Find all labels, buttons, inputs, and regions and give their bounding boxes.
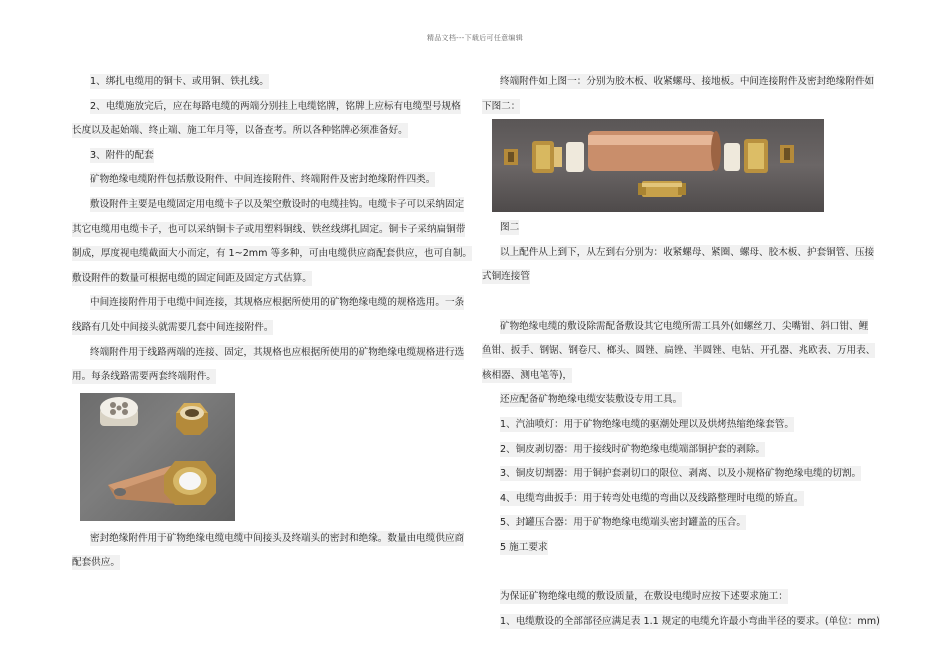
- paragraph-continued: [72, 551, 467, 576]
- paragraph: [482, 610, 885, 635]
- paragraph-text: 以上配件从上到下，从左到右分别为：收紧螺母、紧圈、螺母、胶木板、护套铜管、压接: [500, 246, 875, 258]
- section-heading: [482, 536, 885, 561]
- joint-fittings-photo: [492, 119, 824, 212]
- paragraph: [482, 241, 885, 266]
- copper-sleeve-icon: [588, 131, 721, 171]
- tool-item: [482, 413, 885, 438]
- paragraph: [72, 168, 467, 193]
- left-column: [72, 70, 473, 576]
- tool-text: 1、汽油喷灯：用于矿物绝缘电缆的驱潮处理以及烘烤热缩绝缘套管。: [500, 418, 794, 430]
- bakelite-insulator-left-icon: [566, 142, 584, 172]
- crimp-connector-icon: [638, 181, 686, 197]
- bakelite-disc-icon: [100, 397, 138, 426]
- paragraph-text: 下图二：: [482, 100, 521, 112]
- paragraph: [72, 70, 467, 95]
- brass-nut-icon: [176, 403, 208, 435]
- paragraph: [72, 527, 467, 552]
- paragraph-text: 终端附件如上图一：分别为胶木板、收紧螺母、接地板。中间连接附件及密封绝缘附件如: [500, 76, 875, 87]
- joint-fittings-illustration: [492, 119, 824, 212]
- paragraph-text: 中间连接附件用于电缆中间连接，其规格应根据所使用的矿物绝缘电缆的规格选用。一条: [90, 297, 465, 309]
- page-header-note: 精品文档---下载后可任意编辑: [426, 34, 524, 42]
- tool-text: 3、铜皮切割器：用于铜护套剥切口的限位、剥离、以及小规格矿物绝缘电缆的切割。: [500, 468, 862, 480]
- paragraph-text: 1、电缆敷设的全部部径应满足表 1.1 规定的电缆允许最小弯曲半径的要求。(单位：mm): [500, 615, 880, 627]
- paragraph-continued: [482, 339, 885, 364]
- tool-item: [482, 487, 885, 512]
- paragraph: [72, 341, 467, 366]
- right-column: [482, 70, 885, 634]
- terminal-fittings-photo: [80, 393, 235, 521]
- paragraph-continued: [72, 242, 473, 267]
- paragraph-text: 长度以及起始端、终止端、施工年月等，以备查考。所以各种铭牌必须准备好。: [72, 125, 408, 137]
- paragraph-continued: [482, 364, 885, 389]
- gland-left-icon: [532, 141, 562, 173]
- section-heading: [72, 144, 467, 169]
- tool-item: [482, 511, 885, 536]
- figure-caption: [482, 216, 885, 241]
- terminal-fittings-illustration: [80, 393, 235, 521]
- spacer: [482, 561, 885, 586]
- paragraph-continued: [72, 365, 467, 390]
- paragraph-text: 鱼钳、扳手、钢锯、钢卷尺、榔头、圆锉、扁锉、半圆锉、电钻、开孔器、兆欧表、万用表、: [482, 345, 876, 357]
- paragraph-text: 式铜连接管: [482, 271, 530, 283]
- paragraph-text: 矿物绝缘电缆的敷设除需配备敷设其它电缆所需工具外(如螺丝刀、尖嘴钳、斜口钳、鲤: [500, 320, 869, 332]
- gland-nut-right-icon: [780, 145, 794, 163]
- paragraph-text: 敷设附件主要是电缆固定用电缆卡子以及架空敷设时的电缆挂钩。电缆卡子可以采纳固定: [90, 198, 465, 210]
- paragraph-text: 敷设附件的数量可根据电缆的固定间距及固定方式估算。: [72, 272, 312, 284]
- paragraph: [482, 70, 885, 95]
- paragraph-text: 用。每条线路需要两套终端附件。: [72, 371, 216, 383]
- paragraph: [72, 95, 467, 120]
- tool-item: [482, 462, 885, 487]
- paragraph: [482, 315, 885, 340]
- tool-text: 2、铜皮剥切器：用于接线时矿物绝缘电缆端部铜护套的剥除。: [500, 443, 766, 455]
- paragraph-text: 1、绑扎电缆用的铜卡、或用铜、铁扎线。: [90, 76, 269, 87]
- heading-text: 3、附件的配套: [90, 149, 154, 161]
- paragraph-text: 制成，厚度视电缆截面大小而定，有 1~2mm 等多种，可由电缆供应商配套供应，也可自制。: [72, 248, 473, 260]
- earth-plate-icon: [108, 461, 216, 505]
- paragraph-continued: [72, 316, 467, 341]
- paragraph-text: 2、电缆施放完后，应在每路电缆的两端分别挂上电缆铭牌，铭牌上应标有电缆型号规格: [90, 100, 461, 112]
- paragraph-text: 密封绝缘附件用于矿物绝缘电缆电缆中间接头及终端头的密封和绝缘。数量由电缆供应商: [90, 532, 465, 544]
- spacer: [482, 290, 885, 315]
- paragraph: [482, 388, 885, 413]
- paragraph-continued: [72, 119, 467, 144]
- paragraph-text: 终端附件用于线路两端的连接、固定，其规格也应根据所使用的矿物绝缘电缆规格进行选: [90, 346, 465, 358]
- tool-text: 5、封罐压合器：用于矿物绝缘电缆端头密封罐盖的压合。: [500, 517, 746, 529]
- paragraph: [72, 291, 467, 316]
- paragraph-text: 线路有几处中间接头就需要几套中间连接附件。: [72, 321, 274, 333]
- paragraph: [482, 585, 885, 610]
- paragraph-continued: [72, 267, 467, 292]
- paragraph-continued: [482, 95, 885, 120]
- gland-right-icon: [744, 139, 768, 173]
- paragraph-text: 矿物绝缘电缆附件包括敷设附件、中间连接附件、终端附件及密封绝缘附件四类。: [90, 174, 436, 186]
- paragraph-text: 还应配备矿物绝缘电缆安装敷设专用工具。: [500, 394, 683, 406]
- paragraph-text: 其它电缆用电缆卡子，也可以采纳铜卡子或用塑料铜线、铁丝线绑扎固定。铜卡子采纳扁铜带: [72, 223, 466, 235]
- gland-nut-left-icon: [504, 149, 518, 165]
- paragraph-text: 核相器、测电笔等)，: [482, 369, 573, 381]
- tool-item: [482, 438, 885, 463]
- tool-text: 4、电缆弯曲扳手：用于转弯处电缆的弯曲以及线路整理时电缆的矫直。: [500, 492, 804, 504]
- paragraph: [72, 193, 467, 218]
- paragraph-continued: [72, 218, 467, 243]
- caption-text: 图二: [500, 222, 520, 234]
- paragraph-continued: [482, 265, 885, 290]
- paragraph-text: 为保证矿物绝缘电缆的敷设质量，在敷设电缆时应按下述要求施工：: [500, 591, 788, 603]
- paragraph-text: 配套供应。: [72, 557, 120, 569]
- heading-text: 5 施工要求: [500, 541, 548, 553]
- bakelite-insulator-right-icon: [724, 143, 740, 171]
